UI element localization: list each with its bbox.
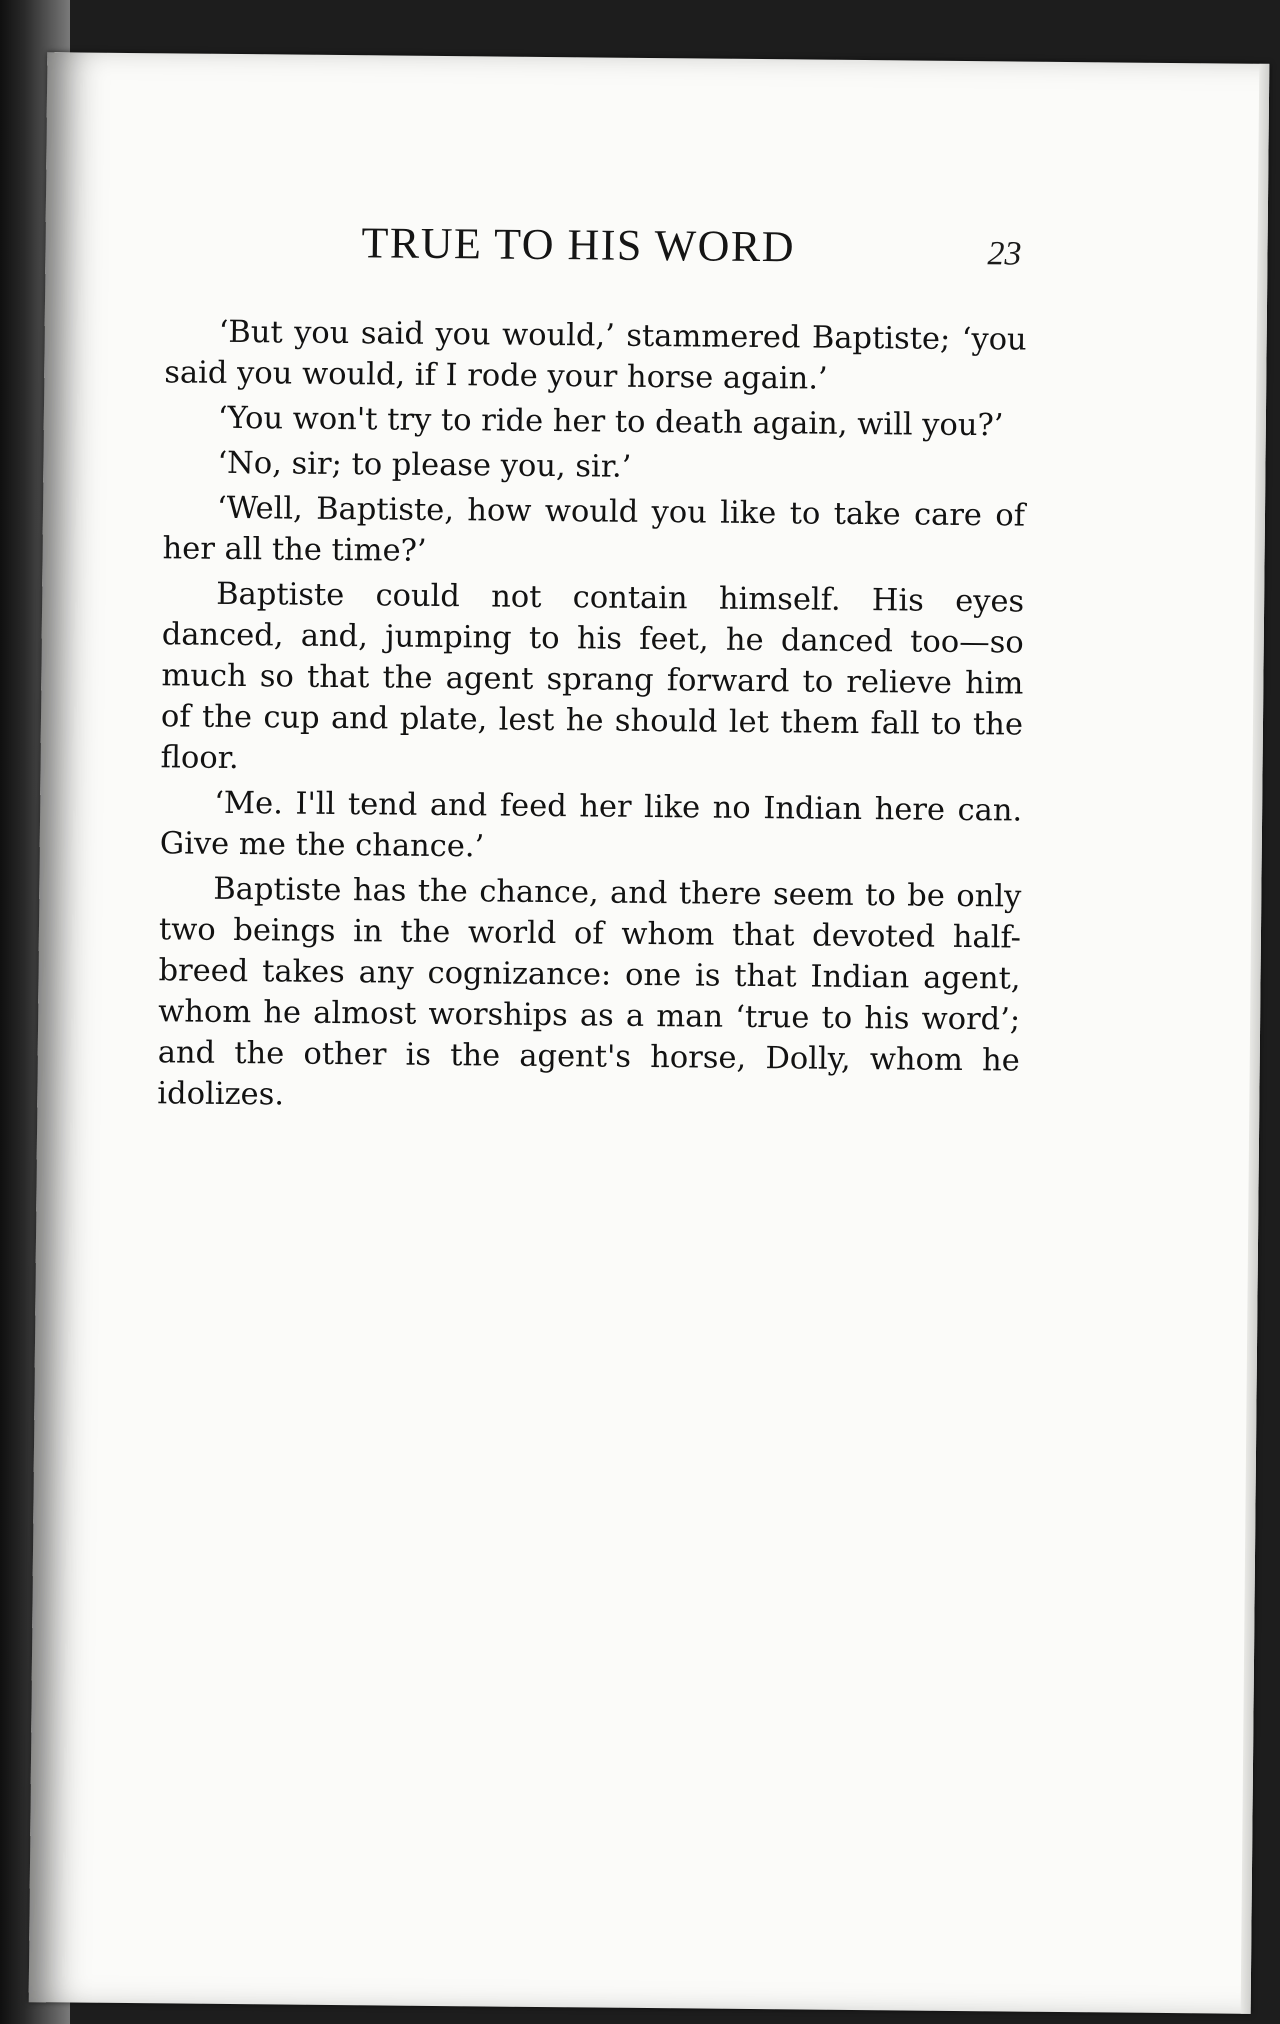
paragraph: ‘But you said you would,’ stammered Baptiste; ‘you said you would, if I rode your horse again.’ <box>164 314 1027 397</box>
running-head <box>45 210 1268 302</box>
page-edge <box>1241 64 1270 2014</box>
page-number: 23 <box>987 235 1022 273</box>
running-head-title: TRUE TO HIS WORD <box>361 218 796 272</box>
paragraph: ‘Me. I'll tend and feed her like no Indian here can. Give me the chance.’ <box>159 785 1023 865</box>
paragraph: ‘Well, Baptiste, how would you like to take care of her all the time?’ <box>162 490 1026 569</box>
body-text <box>157 311 1027 1126</box>
paragraph: Baptiste could not contain himself. His eyes danced, and, jumping to his feet, he danced too—so much so that the agent sprang forward to relieve him of the cup and plate, lest he should let them fall to the floor. <box>160 576 1025 777</box>
paragraph: ‘You won't try to ride her to death again, will you?’ <box>217 400 1004 444</box>
paragraph: Baptiste has the chance, and there seem to be only two beings in the world of whom that devoted half-breed takes any cognizance: one is that Indian agent, whom he almost worships as a man ‘true to his word’; and the other is the agent's horse, Dolly, whom he idolizes. <box>157 871 1022 1113</box>
book-page <box>29 52 1270 2014</box>
paragraph: ‘No, sir; to please you, sir.’ <box>217 445 632 485</box>
